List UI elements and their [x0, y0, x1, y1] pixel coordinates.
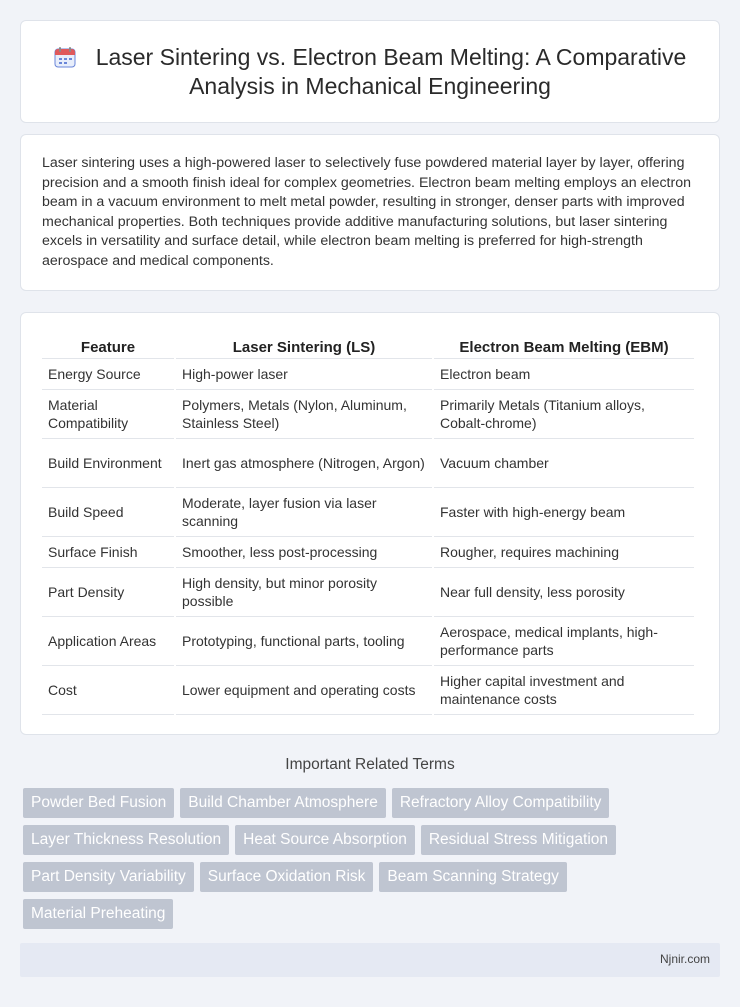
table-row: [42, 666, 694, 715]
table-row: [42, 488, 694, 537]
table-cell: Surface Finish: [42, 537, 174, 568]
table-cell: Energy Source: [42, 359, 174, 390]
table-cell: Polymers, Metals (Nylon, Aluminum, Stainless Steel): [176, 390, 432, 439]
term-tag[interactable]: Powder Bed Fusion: [23, 788, 174, 818]
table-header-row: [42, 333, 694, 359]
comparison-table-card: [20, 312, 720, 735]
table-cell: Application Areas: [42, 617, 174, 666]
term-tag[interactable]: Residual Stress Mitigation: [421, 825, 616, 855]
table-row: [42, 568, 694, 617]
page-title: [21, 43, 719, 101]
term-tag[interactable]: Beam Scanning Strategy: [379, 862, 566, 892]
table-row: [42, 359, 694, 390]
table-row: [42, 390, 694, 439]
related-terms-heading: Important Related Terms: [285, 756, 455, 773]
table-row: [42, 537, 694, 568]
table-cell: Electron beam: [434, 359, 694, 390]
table-cell: Build Environment: [42, 439, 174, 488]
title-card: [20, 20, 720, 123]
table-row: [42, 439, 694, 488]
table-cell: Primarily Metals (Titanium alloys, Cobalt-chrome): [434, 390, 694, 439]
table-cell: High density, but minor porosity possible: [176, 568, 432, 617]
summary-text: Laser sintering uses a high-powered laser to selectively fuse powdered material layer by layer, offering precision and a smooth finish ideal for complex geometries. Electron beam melting employs an electron beam in a vacuum environment to melt metal powder, resulting in stronger, denser parts with improved mechanical properties. Both techniques provide additive manufacturing solutions, but laser sintering excels in versatility and surface detail, while electron beam melting is preferred for high-strength aerospace and medical components.: [42, 155, 692, 269]
comparison-table: [40, 333, 696, 715]
calendar-icon: [54, 46, 76, 68]
table-cell: High-power laser: [176, 359, 432, 390]
table-cell: Smoother, less post-processing: [176, 537, 432, 568]
header-electron-beam-melting: Electron Beam Melting (EBM): [434, 333, 694, 359]
header-feature: Feature: [42, 333, 174, 359]
table-row: [42, 617, 694, 666]
term-tag[interactable]: Build Chamber Atmosphere: [180, 788, 386, 818]
table-cell: Lower equipment and operating costs: [176, 666, 432, 715]
term-tag[interactable]: Part Density Variability: [23, 862, 194, 892]
table-cell: Vacuum chamber: [434, 439, 694, 488]
table-cell: Build Speed: [42, 488, 174, 537]
table-cell: Part Density: [42, 568, 174, 617]
table-cell: Rougher, requires machining: [434, 537, 694, 568]
term-tag[interactable]: Material Preheating: [23, 899, 173, 929]
table-cell: Aerospace, medical implants, high-performance parts: [434, 617, 694, 666]
term-tag[interactable]: Layer Thickness Resolution: [23, 825, 229, 855]
related-terms-list: [23, 788, 723, 929]
table-cell: Near full density, less porosity: [434, 568, 694, 617]
table-cell: Cost: [42, 666, 174, 715]
term-tag[interactable]: Surface Oxidation Risk: [200, 862, 374, 892]
table-cell: Material Compatibility: [42, 390, 174, 439]
footer-site-link[interactable]: Njnir.com: [659, 952, 710, 966]
summary-card: [20, 134, 720, 291]
term-tag[interactable]: Heat Source Absorption: [235, 825, 415, 855]
page-title-text: Laser Sintering vs. Electron Beam Melting: A Comparative Analysis in Mechanical Engineering: [95, 43, 687, 99]
table-cell: Inert gas atmosphere (Nitrogen, Argon): [176, 439, 432, 488]
table-cell: Moderate, layer fusion via laser scanning: [176, 488, 432, 537]
term-tag[interactable]: Refractory Alloy Compatibility: [392, 788, 610, 818]
table-cell: Faster with high-energy beam: [434, 488, 694, 537]
footer: [20, 943, 720, 977]
header-laser-sintering: Laser Sintering (LS): [176, 333, 432, 359]
title-wrap: [21, 43, 719, 101]
table-cell: Prototyping, functional parts, tooling: [176, 617, 432, 666]
table-cell: Higher capital investment and maintenance costs: [434, 666, 694, 715]
